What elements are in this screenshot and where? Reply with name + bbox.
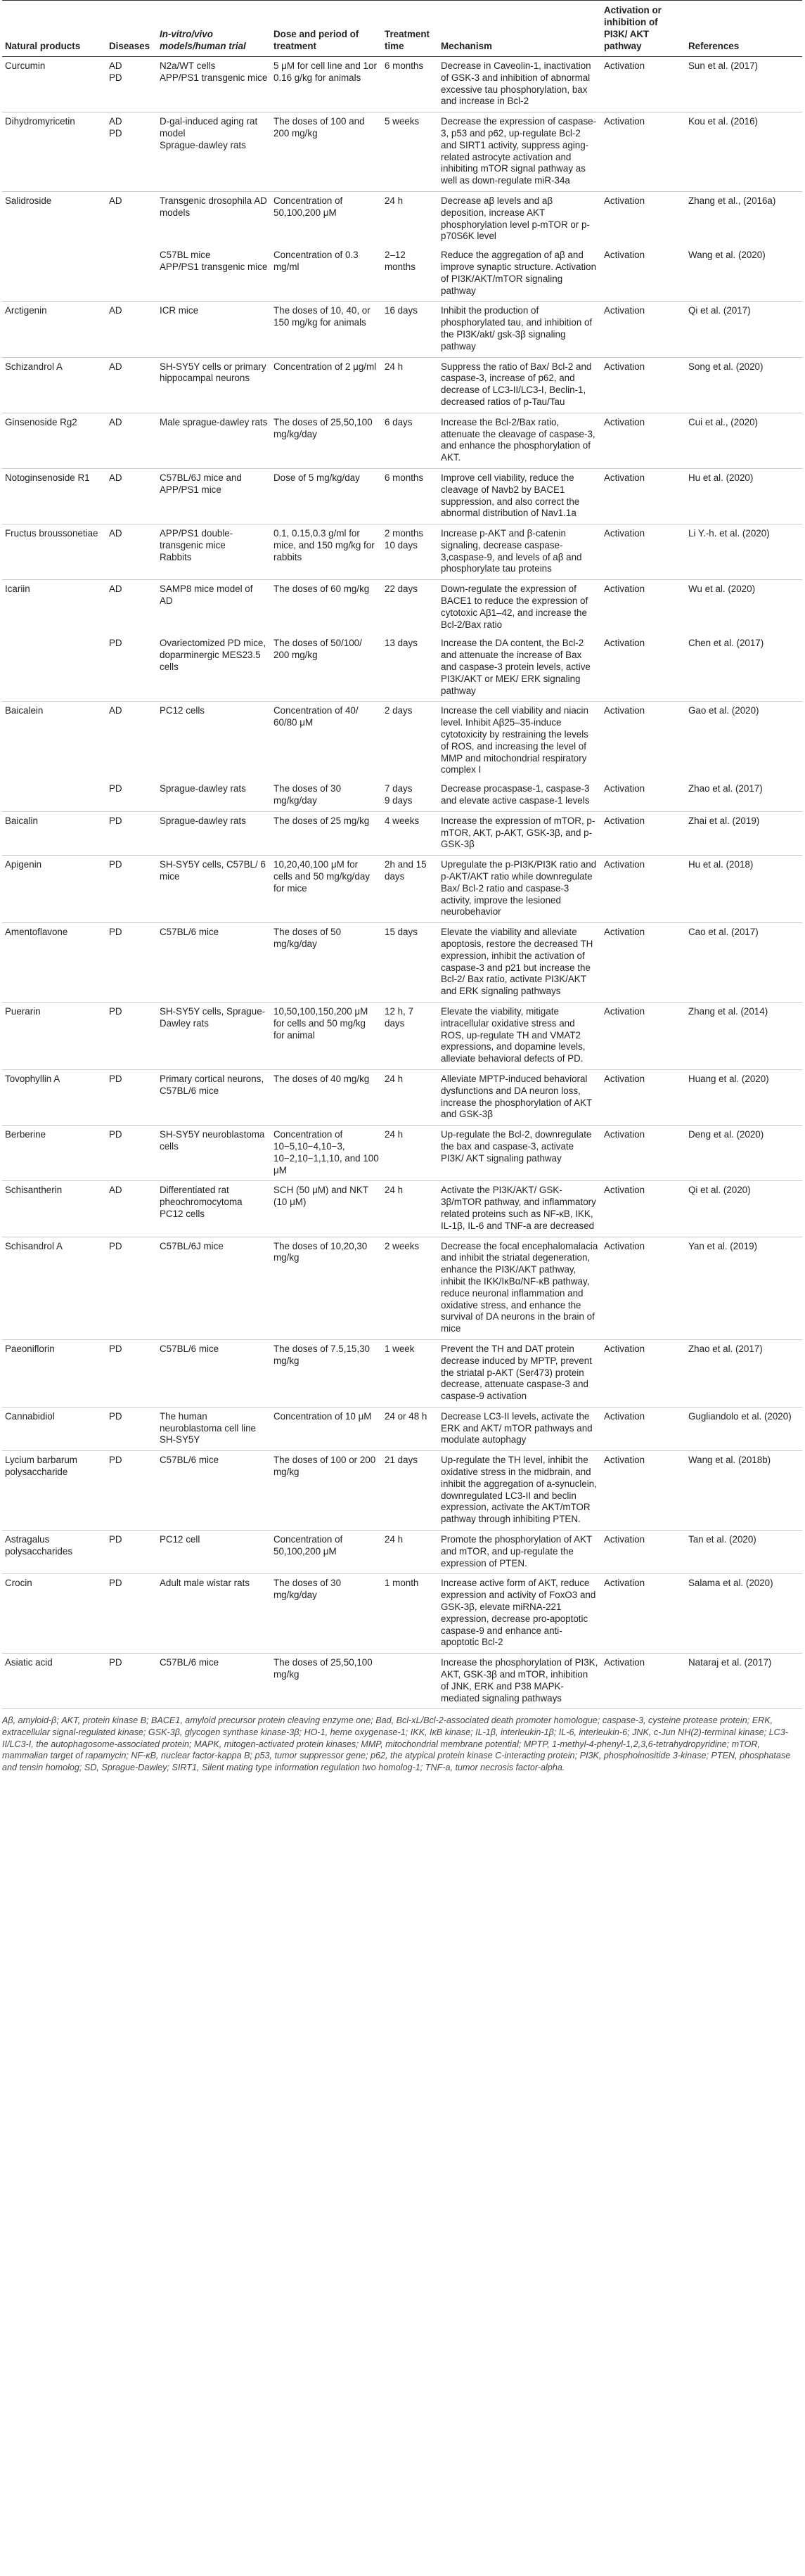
- cell-time: 24 h: [382, 1069, 438, 1125]
- cell-time: 24 h: [382, 1531, 438, 1574]
- cell-time: 15 days: [382, 923, 438, 1003]
- cell-activation: Activation: [601, 811, 685, 855]
- cell-activation: Activation: [601, 1069, 685, 1125]
- table-row: [2, 57, 802, 112]
- cell-model: C57BL/6J mice and APP/PS1 mice: [157, 468, 271, 524]
- cell-model: C57BL/6 mice: [157, 1451, 271, 1531]
- cell-product: [2, 247, 106, 302]
- cell-dose: Concentration of 10−5,10−4,10−3, 10−2,10−1,1,10, and 100 μM: [271, 1126, 382, 1181]
- cell-reference: Hu et al. (2020): [685, 468, 802, 524]
- cell-activation: Activation: [601, 1181, 685, 1237]
- cell-mechanism: Activate the PI3K/AKT/ GSK-3β/mTOR pathway, and inflammatory related proteins such as NF-κB, IKK, IL-1β, IL-6 and TNF-a are decreased: [438, 1181, 601, 1237]
- cell-reference: Hu et al. (2018): [685, 856, 802, 923]
- cell-activation: Activation: [601, 1531, 685, 1574]
- cell-model: PC12 cell: [157, 1531, 271, 1574]
- cell-model: C57BL mice APP/PS1 transgenic mice: [157, 247, 271, 302]
- cell-product: Crocin: [2, 1574, 106, 1654]
- cell-dose: The doses of 60 mg/kg: [273, 584, 370, 595]
- cell-mechanism: Reduce the aggregation of aβ and improve synaptic structure. Activation of PI3K/AKT/mTOR signaling pathway: [438, 247, 601, 302]
- table-header: [2, 0, 802, 57]
- cell-mechanism: Increase active form of AKT, reduce expression and activity of FoxO3 and GSK-3β, elevate miRNA-221 expression, decrease pro-apoptotic caspase-9 and enhance anti-apoptotic Bcl-2: [438, 1574, 601, 1654]
- cell-product: Arctigenin: [2, 302, 106, 357]
- column-header: Activation or inhibition of PI3K/ AKT pathway: [601, 0, 685, 57]
- cell-time: 2h and 15 days: [382, 856, 438, 923]
- cell-disease: PD: [106, 1069, 157, 1125]
- column-header: Natural products: [2, 0, 106, 57]
- cell-activation: Activation: [601, 1574, 685, 1654]
- column-header: References: [685, 0, 802, 57]
- cell-dose: Concentration of 50,100,200 μM: [271, 1531, 382, 1574]
- cell-dose: 10,50,100,150,200 μM for cells and 50 mg/kg for animal: [271, 1002, 382, 1069]
- cell-reference: Wang et al. (2020): [685, 247, 802, 302]
- cell-mechanism: Decrease the expression of caspase-3, p53 and p62, up-regulate Bcl-2 and SIRT1 activity, suppress aging-related astrocyte activation and inhibiting mTOR signal pathway as well as down-regulate miR-34a: [438, 112, 601, 192]
- cell-activation: Activation: [601, 247, 685, 302]
- cell-activation: Activation: [601, 923, 685, 1003]
- cell-activation: Activation: [601, 635, 685, 701]
- cell-mechanism: Promote the phosphorylation of AKT and mTOR, and up-regulate the expression of PTEN.: [438, 1531, 601, 1574]
- cell-product: Dihydromyricetin: [2, 112, 106, 192]
- cell-reference: Li Y.-h. et al. (2020): [685, 524, 802, 580]
- cell-time: 6 days: [382, 413, 438, 468]
- cell-dose: The doses of 10, 40, or 150 mg/kg for animals: [271, 302, 382, 357]
- cell-activation: Activation: [601, 1451, 685, 1531]
- cell-activation: Activation: [601, 1002, 685, 1069]
- cell-activation: Activation: [601, 357, 685, 413]
- cell-disease: AD: [109, 195, 122, 206]
- cell-activation: Activation: [604, 584, 645, 595]
- cell-activation: Activation: [601, 856, 685, 923]
- table-row: [2, 1451, 802, 1531]
- cell-disease: PD: [106, 1002, 157, 1069]
- cell-dose: The doses of 25 mg/kg: [271, 811, 382, 855]
- cell-mechanism: Increase the phosphorylation of PI3K, AKT, GSK-3β and mTOR, inhibition of JNK, ERK and P38 MAPK-mediated signaling pathways: [438, 1654, 601, 1709]
- cell-product: Ginsenoside Rg2: [2, 413, 106, 468]
- table-row: [2, 112, 802, 192]
- cell-disease: AD: [106, 413, 157, 468]
- cell-reference: Zhai et al. (2019): [685, 811, 802, 855]
- cell-mechanism: Increase the Bcl-2/Bax ratio, attenuate the cleavage of caspase-3, and enhance the phosphorylation of AKT.: [438, 413, 601, 468]
- cell-product: [2, 780, 106, 811]
- table-row: [2, 635, 802, 701]
- cell-disease: PD: [106, 923, 157, 1003]
- table-row: [2, 413, 802, 468]
- cell-dose: The doses of 100 and 200 mg/kg: [271, 112, 382, 192]
- cell-disease: PD: [106, 856, 157, 923]
- cell-mechanism: Upregulate the p-PI3K/PI3K ratio and p-AKT/AKT ratio while downregulate Bax/ Bcl-2 ratio and caspase-3 activity, improve the lesioned neurobehavior: [438, 856, 601, 923]
- cell-time: [382, 1654, 438, 1709]
- cell-disease: AD: [106, 1181, 157, 1237]
- cell-reference: Gao et al. (2020): [688, 705, 759, 716]
- cell-disease: PD: [106, 1339, 157, 1407]
- cell-time: 2–12 months: [382, 247, 438, 302]
- cell-model: SH-SY5Y cells or primary hippocampal neurons: [157, 357, 271, 413]
- cell-product: Baicalein: [5, 705, 44, 716]
- table-row: [2, 524, 802, 580]
- cell-reference: Qi et al. (2017): [685, 302, 802, 357]
- column-header: Treatment time: [382, 0, 438, 57]
- table-row: [2, 1181, 802, 1237]
- cell-dose: 10,20,40,100 μM for cells and 50 mg/kg/day for mice: [271, 856, 382, 923]
- cell-mechanism: Prevent the TH and DAT protein decrease induced by MPTP, prevent the striatal p-AKT (Ser473) protein decrease, attenuate caspase-3 and caspase-9 activation: [438, 1339, 601, 1407]
- cell-disease: PD: [106, 635, 157, 701]
- table-row: [2, 1574, 802, 1654]
- cell-time: 13 days: [382, 635, 438, 701]
- top-rule: [2, 0, 802, 1]
- cell-reference: Cui et al., (2020): [685, 413, 802, 468]
- cell-disease: PD: [106, 1237, 157, 1339]
- cell-disease: [106, 247, 157, 302]
- table-row: [2, 1126, 802, 1181]
- cell-product: Baicalin: [2, 811, 106, 855]
- cell-model: Transgenic drosophila AD models: [160, 195, 267, 218]
- table-row: [2, 468, 802, 524]
- table-row: [2, 1531, 802, 1574]
- cell-time: 24 h: [382, 1126, 438, 1181]
- cell-dose: The doses of 40 mg/kg: [271, 1069, 382, 1125]
- cell-disease: PD: [106, 1407, 157, 1450]
- cell-dose: The doses of 30 mg/kg/day: [271, 1574, 382, 1654]
- cell-mechanism: Decrease the focal encephalomalacia and inhibit the striatal degeneration, enhance the PI3K/AKT pathway, inhibit the IKK/IκBα/NF-κB pathway, reduce neuronal inflammation and oxidative stress, and enhance the survival of DA neurons in the brain of mice: [438, 1237, 601, 1339]
- cell-model: ICR mice: [157, 302, 271, 357]
- natural-products-table: [2, 0, 802, 1709]
- cell-disease: PD: [106, 1126, 157, 1181]
- cell-dose: The doses of 25,50,100 mg/kg: [271, 1654, 382, 1709]
- cell-disease: PD: [106, 780, 157, 811]
- cell-product: Lycium barbarum polysaccharide: [2, 1451, 106, 1531]
- cell-product: Fructus broussonetiae: [2, 524, 106, 580]
- cell-dose: 5 μM for cell line and 1or 0.16 g/kg for animals: [271, 57, 382, 112]
- cell-disease: PD: [106, 1574, 157, 1654]
- cell-disease: PD: [106, 811, 157, 855]
- cell-model: Primary cortical neurons, C57BL/6 mice: [157, 1069, 271, 1125]
- table-row: [2, 1654, 802, 1709]
- cell-product: Schisantherin: [2, 1181, 106, 1237]
- table-row: [2, 856, 802, 923]
- cell-disease: AD: [106, 302, 157, 357]
- cell-model: SAMP8 mice model of AD: [160, 584, 253, 607]
- cell-disease: PD: [106, 1451, 157, 1531]
- cell-model: Differentiated rat pheochromocytoma PC12 cells: [157, 1181, 271, 1237]
- cell-activation: Activation: [601, 468, 685, 524]
- table-row: [2, 1069, 802, 1125]
- cell-product: Amentoflavone: [2, 923, 106, 1003]
- cell-reference: Salama et al. (2020): [685, 1574, 802, 1654]
- table-row: [2, 923, 802, 1003]
- cell-dose: Concentration of 10 μM: [271, 1407, 382, 1450]
- cell-mechanism: Inhibit the production of phosphorylated tau, and inhibition of the PI3K/akt/ gsk-3β signaling pathway: [438, 302, 601, 357]
- cell-model: Ovariectomized PD mice, doparminergic MES23.5 cells: [157, 635, 271, 701]
- cell-time: 5 weeks: [382, 112, 438, 192]
- cell-time: 2 weeks: [382, 1237, 438, 1339]
- cell-disease: AD: [109, 584, 122, 595]
- cell-dose: The doses of 25,50,100 mg/kg/day: [271, 413, 382, 468]
- column-header: Mechanism: [438, 0, 601, 57]
- cell-dose: The doses of 100 or 200 mg/kg: [271, 1451, 382, 1531]
- cell-activation: Activation: [601, 1407, 685, 1450]
- cell-activation: Activation: [601, 413, 685, 468]
- table-row: [2, 702, 802, 780]
- cell-mechanism: Improve cell viability, reduce the cleavage of Navb2 by BACE1 suppression, and also correct the abnormal distribution of Nav1.1a: [438, 468, 601, 524]
- cell-reference: Zhang et al., (2016a): [688, 195, 776, 206]
- cell-time: 24 h: [382, 1181, 438, 1237]
- cell-product: Salidroside: [5, 195, 52, 206]
- column-header: Diseases: [106, 0, 157, 57]
- cell-time: 21 days: [382, 1451, 438, 1531]
- cell-reference: Kou et al. (2016): [685, 112, 802, 192]
- table-row: [2, 1339, 802, 1407]
- table-row: [2, 1407, 802, 1450]
- cell-reference: Deng et al. (2020): [685, 1126, 802, 1181]
- cell-disease: PD: [106, 1531, 157, 1574]
- cell-activation: Activation: [601, 524, 685, 580]
- cell-time: 22 days: [385, 584, 418, 595]
- cell-reference: Zhang et al. (2014): [685, 1002, 802, 1069]
- table-row: [2, 302, 802, 357]
- cell-time: 4 weeks: [382, 811, 438, 855]
- cell-time: 7 days 9 days: [382, 780, 438, 811]
- table-row: [2, 811, 802, 855]
- cell-time: 24 or 48 h: [382, 1407, 438, 1450]
- cell-mechanism: Up-regulate the Bcl-2, downregulate the bax and caspase-3, activate PI3K/ AKT signaling pathway: [438, 1126, 601, 1181]
- cell-mechanism: Alleviate MPTP-induced behavioral dysfunctions and DA neuron loss, increase the phosphorylation of AKT and GSK-3β: [438, 1069, 601, 1125]
- cell-model: Sprague-dawley rats: [157, 811, 271, 855]
- cell-mechanism: Up-regulate the TH level, inhibit the oxidative stress in the midbrain, and inhibit the aggregation of a-synuclein, downregulated LC3-II and beclin expression, activate the AKT/mTOR pathway through inhibiting PTEN.: [438, 1451, 601, 1531]
- cell-time: 2 days: [385, 705, 413, 716]
- cell-reference: Zhao et al. (2017): [685, 1339, 802, 1407]
- cell-activation: Activation: [601, 1654, 685, 1709]
- cell-mechanism: Elevate the viability and alleviate apoptosis, restore the decreased TH expression, inhibit the activation of caspase-3 and p21 but increase the Bcl-2/ Bax ratio, activate PI3K/AKT and ERK signaling pathways: [438, 923, 601, 1003]
- table-row: [2, 580, 802, 636]
- cell-dose: SCH (50 μM) and NKT (10 μM): [271, 1181, 382, 1237]
- cell-reference: Qi et al. (2020): [685, 1181, 802, 1237]
- cell-dose: Dose of 5 mg/kg/day: [271, 468, 382, 524]
- cell-dose: Concentration of 0.3 mg/ml: [271, 247, 382, 302]
- cell-mechanism: Increase the expression of mTOR, p-mTOR, AKT, p-AKT, GSK-3β, and p-GSK-3β: [438, 811, 601, 855]
- cell-product: [2, 635, 106, 701]
- cell-activation: Activation: [601, 57, 685, 112]
- cell-model: D-gal-induced aging rat model Sprague-dawley rats: [157, 112, 271, 192]
- cell-model: APP/PS1 double-transgenic mice Rabbits: [157, 524, 271, 580]
- cell-reference: Wu et al. (2020): [688, 584, 756, 595]
- cell-disease: AD: [106, 524, 157, 580]
- cell-model: PC12 cells: [160, 705, 205, 716]
- cell-reference: Tan et al. (2020): [685, 1531, 802, 1574]
- cell-disease: AD PD: [106, 57, 157, 112]
- cell-time: 24 h: [385, 195, 404, 206]
- cell-product: Paeoniflorin: [2, 1339, 106, 1407]
- cell-product: Curcumin: [2, 57, 106, 112]
- cell-product: Tovophyllin A: [2, 1069, 106, 1125]
- cell-mechanism: Elevate the viability, mitigate intracellular oxidative stress and ROS, up-regulate TH and VMAT2 expressions, and dopamine levels, alleviate behavioral defects of PD.: [438, 1002, 601, 1069]
- cell-dose: The doses of 30 mg/kg/day: [271, 780, 382, 811]
- cell-mechanism: Increase the cell viability and niacin level. Inhibit Aβ25–35-induce cytotoxicity by restraining the levels of ROS, and increasing the level of MMP and mitochondrial respiratory complex I: [441, 705, 588, 775]
- table-row: [2, 1237, 802, 1339]
- cell-dose: Concentration of 2 μg/ml: [271, 357, 382, 413]
- cell-dose: The doses of 10,20,30 mg/kg: [271, 1237, 382, 1339]
- cell-model: N2a/WT cells APP/PS1 transgenic mice: [157, 57, 271, 112]
- cell-model: The human neuroblastoma cell line SH-SY5Y: [157, 1407, 271, 1450]
- cell-reference: Chen et al. (2017): [685, 635, 802, 701]
- cell-activation: Activation: [604, 195, 645, 206]
- cell-model: Sprague-dawley rats: [157, 780, 271, 811]
- cell-model: Male sprague-dawley rats: [157, 413, 271, 468]
- cell-reference: Wang et al. (2018b): [685, 1451, 802, 1531]
- cell-disease: AD PD: [106, 112, 157, 192]
- cell-time: 6 months: [382, 57, 438, 112]
- cell-reference: Yan et al. (2019): [685, 1237, 802, 1339]
- table-body: [2, 57, 802, 1709]
- cell-model: C57BL/6 mice: [157, 923, 271, 1003]
- cell-time: 24 h: [382, 357, 438, 413]
- cell-mechanism: Decrease LC3-II levels, activate the ERK and AKT/ mTOR pathways and modulate autophagy: [438, 1407, 601, 1450]
- cell-mechanism: Decrease procaspase-1, caspase-3 and elevate active caspase-1 levels: [438, 780, 601, 811]
- cell-time: 16 days: [382, 302, 438, 357]
- cell-model: C57BL/6J mice: [157, 1237, 271, 1339]
- cell-time: 6 months: [382, 468, 438, 524]
- cell-dose: The doses of 50 mg/kg/day: [271, 923, 382, 1003]
- cell-product: Cannabidiol: [2, 1407, 106, 1450]
- cell-dose: The doses of 50/100/ 200 mg/kg: [271, 635, 382, 701]
- cell-product: Schisandrol A: [2, 1237, 106, 1339]
- cell-activation: Activation: [601, 1126, 685, 1181]
- cell-disease: AD: [106, 357, 157, 413]
- table-row: [2, 247, 802, 302]
- table-row: [2, 357, 802, 413]
- cell-time: 12 h, 7 days: [382, 1002, 438, 1069]
- cell-mechanism: Increase p-AKT and β-catenin signaling, decrease caspase-3,caspase-9, and levels of aβ and phosphorylate tau proteins: [438, 524, 601, 580]
- cell-model: SH-SY5Y neuroblastoma cells: [157, 1126, 271, 1181]
- cell-mechanism: Increase the DA content, the Bcl-2 and attenuate the increase of Bax and caspase-3 protein levels, active PI3K/AKT or MEK/ ERK signaling pathway: [438, 635, 601, 701]
- table-row: [2, 191, 802, 247]
- cell-dose: 0.1, 0.15,0.3 g/ml for mice, and 150 mg/kg for rabbits: [271, 524, 382, 580]
- cell-product: Asiatic acid: [2, 1654, 106, 1709]
- cell-product: Schizandrol A: [2, 357, 106, 413]
- cell-time: 1 week: [382, 1339, 438, 1407]
- cell-product: Berberine: [2, 1126, 106, 1181]
- header-row: [2, 0, 802, 57]
- cell-mechanism: Suppress the ratio of Bax/ Bcl-2 and caspase-3, increase of p62, and decrease of LC3-II/LC3-I, Beclin-1, decreased ratios of p-Tau/Tau: [438, 357, 601, 413]
- cell-mechanism: Decrease in Caveolin-1, inactivation of GSK-3 and inhibition of abnormal excessive tau phosphorylation, bax and increase in Bcl-2: [438, 57, 601, 112]
- cell-product: Astragalus polysaccharides: [2, 1531, 106, 1574]
- cell-activation: Activation: [601, 1237, 685, 1339]
- cell-reference: Song et al. (2020): [685, 357, 802, 413]
- cell-time: 2 months 10 days: [382, 524, 438, 580]
- cell-activation: Activation: [604, 705, 645, 716]
- cell-reference: Nataraj et al. (2017): [685, 1654, 802, 1709]
- cell-time: 1 month: [382, 1574, 438, 1654]
- cell-product: Icariin: [5, 584, 30, 595]
- column-header: In-vitro/vivo models/human trial: [157, 0, 271, 57]
- cell-disease: AD: [109, 705, 122, 716]
- cell-activation: Activation: [601, 780, 685, 811]
- cell-activation: Activation: [601, 112, 685, 192]
- cell-reference: Cao et al. (2017): [685, 923, 802, 1003]
- cell-model: Adult male wistar rats: [157, 1574, 271, 1654]
- cell-disease: PD: [106, 1654, 157, 1709]
- cell-activation: Activation: [601, 1339, 685, 1407]
- cell-mechanism: Decrease aβ levels and aβ deposition, increase AKT phosphorylation level p-mTOR or p-p70S6K level: [441, 195, 590, 242]
- cell-product: Apigenin: [2, 856, 106, 923]
- table-footnote: Aβ, amyloid-β; AKT, protein kinase B; BACE1, amyloid precursor protein cleaving enzyme one; Bad, Bcl-xL/Bcl-2-associated death promoter homologue; caspase-3, cysteine protease protein; ERK, extracellular signal-regulated kinase; GSK-3β, glycogen synthase kinase-3β; HO-1, heme oxygenase-1; IKK, IκB kinase; IL-1β, interleukin-1β; IL-6, interleukin-6; JNK, c-Jun NH(2)-terminal kinase; LC3-II/LC3-I, the autophagosome-associated protein; MAPK, mitogen-activated protein kinases; MMP, mitochondrial membrane potential; MPTP, 1-methyl-4-phenyl-1,2,3,6-tetrahydropyridine; mTOR, mammalian target of rapamycin; NF-κB, nuclear factor-kappa B; p53, tumor suppressor gene; p62, the atypical protein kinase C-interacting protein; PI3K, phosphoinositide 3-kinase; PTEN, phosphatase and tensin homolog; SD, Sprague-Dawley; SIRT1, Silent mating type information regulation two homolog-1; TNF-a, tumor necrosis factor-alpha.: [2, 1715, 791, 1772]
- cell-model: C57BL/6 mice: [157, 1339, 271, 1407]
- table-row: [2, 1002, 802, 1069]
- table-row: [2, 780, 802, 811]
- cell-reference: Huang et al. (2020): [685, 1069, 802, 1125]
- cell-dose: Concentration of 40/ 60/80 μM: [273, 705, 359, 728]
- cell-reference: Sun et al. (2017): [685, 57, 802, 112]
- cell-reference: Gugliandolo et al. (2020): [685, 1407, 802, 1450]
- cell-model: SH-SY5Y cells, C57BL/ 6 mice: [157, 856, 271, 923]
- cell-mechanism: Down-regulate the expression of BACE1 to reduce the expression of cytotoxic Aβ1–42, and increase the Bcl-2/Bax ratio: [441, 584, 588, 630]
- cell-model: SH-SY5Y cells, Sprague-Dawley rats: [157, 1002, 271, 1069]
- cell-activation: Activation: [601, 302, 685, 357]
- cell-model: C57BL/6 mice: [157, 1654, 271, 1709]
- column-header: Dose and period of treatment: [271, 0, 382, 57]
- cell-dose: The doses of 7.5,15,30 mg/kg: [271, 1339, 382, 1407]
- cell-reference: Zhao et al. (2017): [685, 780, 802, 811]
- cell-product: Puerarin: [2, 1002, 106, 1069]
- cell-disease: AD: [106, 468, 157, 524]
- cell-dose: Concentration of 50,100,200 μM: [273, 195, 343, 218]
- cell-product: Notoginsenoside R1: [2, 468, 106, 524]
